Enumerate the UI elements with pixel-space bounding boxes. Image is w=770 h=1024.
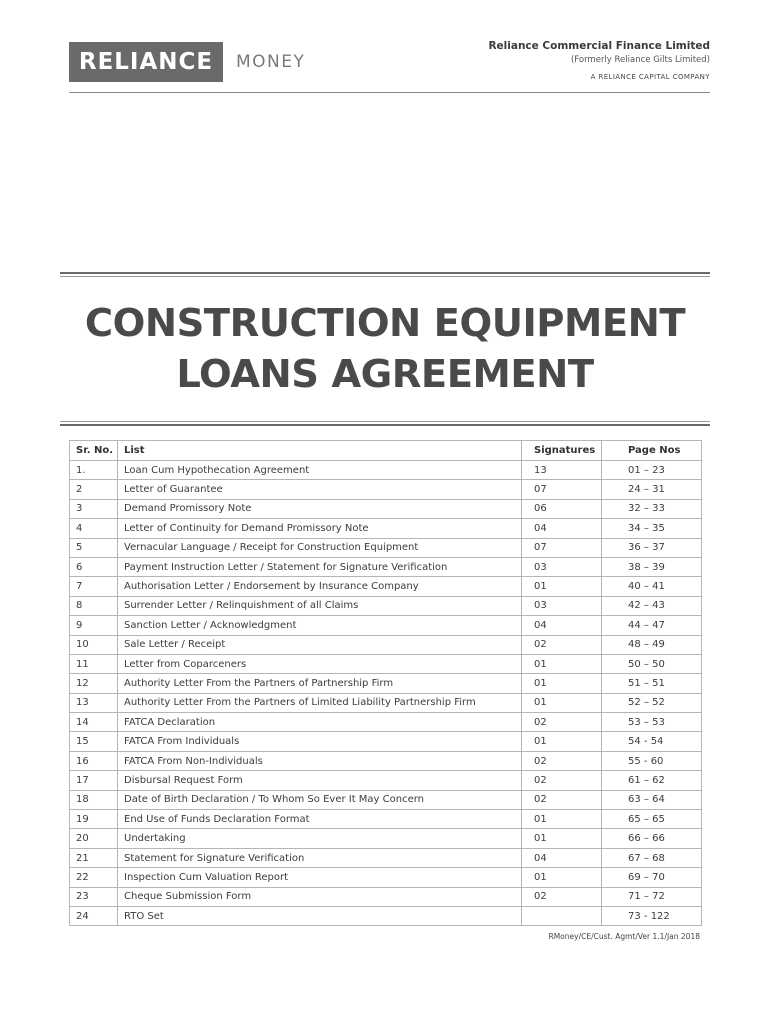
cell-list-item: Sanction Letter / Acknowledgment: [118, 616, 522, 635]
cell-signatures: 01: [522, 693, 602, 712]
title-top-rule: [60, 272, 710, 277]
header-sr-no: Sr. No.: [70, 441, 118, 461]
cell-signatures: 02: [522, 887, 602, 906]
cell-sr-no: 16: [70, 751, 118, 770]
cell-list-item: FATCA From Individuals: [118, 732, 522, 751]
cell-list-item: Inspection Cum Valuation Report: [118, 868, 522, 887]
cell-page-nos: 54 - 54: [602, 732, 702, 751]
cell-page-nos: 51 – 51: [602, 674, 702, 693]
cell-signatures: 06: [522, 499, 602, 518]
cell-page-nos: 65 – 65: [602, 810, 702, 829]
cell-signatures: 01: [522, 732, 602, 751]
table-row: [70, 790, 702, 809]
cell-sr-no: 13: [70, 693, 118, 712]
cell-signatures: 02: [522, 751, 602, 770]
cell-signatures: 04: [522, 616, 602, 635]
cell-sr-no: 11: [70, 654, 118, 673]
cell-page-nos: 61 – 62: [602, 771, 702, 790]
cell-list-item: Loan Cum Hypothecation Agreement: [118, 461, 522, 480]
table-row: [70, 848, 702, 867]
header-signatures: Signatures: [522, 441, 602, 461]
cell-signatures: 01: [522, 868, 602, 887]
cell-sr-no: 9: [70, 616, 118, 635]
table-row: [70, 829, 702, 848]
cell-list-item: Letter of Continuity for Demand Promissory Note: [118, 519, 522, 538]
header-divider: [69, 92, 710, 93]
company-info: [488, 40, 710, 81]
table-row: [70, 557, 702, 576]
table-row: [70, 577, 702, 596]
cell-page-nos: 69 – 70: [602, 868, 702, 887]
company-name: Reliance Commercial Finance Limited: [488, 40, 710, 52]
table-row: [70, 654, 702, 673]
cell-sr-no: 15: [70, 732, 118, 751]
cell-signatures: 02: [522, 790, 602, 809]
cell-signatures: 01: [522, 810, 602, 829]
cell-page-nos: 38 – 39: [602, 557, 702, 576]
cell-page-nos: 50 – 50: [602, 654, 702, 673]
cell-sr-no: 2: [70, 480, 118, 499]
cell-list-item: Demand Promissory Note: [118, 499, 522, 518]
title-bottom-rule: [60, 421, 710, 426]
cell-signatures: 04: [522, 848, 602, 867]
cell-signatures: 04: [522, 519, 602, 538]
cell-list-item: RTO Set: [118, 906, 522, 925]
cell-list-item: Date of Birth Declaration / To Whom So Ever It May Concern: [118, 790, 522, 809]
logo-suffix: MONEY: [236, 52, 306, 72]
cell-signatures: 03: [522, 557, 602, 576]
cell-sr-no: 8: [70, 596, 118, 615]
cell-sr-no: 3: [70, 499, 118, 518]
cell-sr-no: 12: [70, 674, 118, 693]
table-row: [70, 693, 702, 712]
cell-list-item: Undertaking: [118, 829, 522, 848]
company-formerly: (Formerly Reliance Gilts Limited): [570, 55, 710, 65]
table-row: [70, 771, 702, 790]
table-row: [70, 538, 702, 557]
cell-page-nos: 44 – 47: [602, 616, 702, 635]
header-page-nos: Page Nos: [602, 441, 702, 461]
cell-signatures: 02: [522, 713, 602, 732]
cell-list-item: Authority Letter From the Partners of Partnership Firm: [118, 674, 522, 693]
cell-page-nos: 73 - 122: [602, 906, 702, 925]
cell-sr-no: 7: [70, 577, 118, 596]
cell-signatures: 01: [522, 829, 602, 848]
cell-list-item: Sale Letter / Receipt: [118, 635, 522, 654]
cell-page-nos: 48 – 49: [602, 635, 702, 654]
cell-sr-no: 23: [70, 887, 118, 906]
cell-page-nos: 40 – 41: [602, 577, 702, 596]
cell-list-item: FATCA From Non-Individuals: [118, 751, 522, 770]
company-group: A RELIANCE CAPITAL COMPANY: [590, 73, 710, 81]
table-row: [70, 635, 702, 654]
cell-page-nos: 63 – 64: [602, 790, 702, 809]
cell-page-nos: 32 – 33: [602, 499, 702, 518]
cell-list-item: Payment Instruction Letter / Statement for Signature Verification: [118, 557, 522, 576]
cell-list-item: Letter of Guarantee: [118, 480, 522, 499]
cell-sr-no: 18: [70, 790, 118, 809]
table-row: [70, 480, 702, 499]
table-row: [70, 499, 702, 518]
cell-page-nos: 42 – 43: [602, 596, 702, 615]
table-row: [70, 519, 702, 538]
table-row: [70, 887, 702, 906]
reliance-logo: [69, 42, 223, 82]
cell-signatures: 13: [522, 461, 602, 480]
cell-list-item: Surrender Letter / Relinquishment of all Claims: [118, 596, 522, 615]
cell-sr-no: 14: [70, 713, 118, 732]
document-title: [60, 298, 710, 400]
cell-signatures: 07: [522, 538, 602, 557]
cell-page-nos: 24 – 31: [602, 480, 702, 499]
title-line-1: CONSTRUCTION EQUIPMENT: [84, 301, 686, 346]
document-list-table: [69, 440, 702, 926]
cell-list-item: Vernacular Language / Receipt for Construction Equipment: [118, 538, 522, 557]
header-list: List: [118, 441, 522, 461]
cell-sr-no: 20: [70, 829, 118, 848]
table-row: [70, 461, 702, 480]
title-line-2: LOANS AGREEMENT: [176, 352, 594, 397]
table-row: [70, 674, 702, 693]
logo-text: RELIANCE: [78, 49, 214, 75]
table-row: [70, 868, 702, 887]
cell-list-item: Statement for Signature Verification: [118, 848, 522, 867]
cell-list-item: Letter from Coparceners: [118, 654, 522, 673]
cell-page-nos: 67 – 68: [602, 848, 702, 867]
cell-sr-no: 22: [70, 868, 118, 887]
cell-signatures: 01: [522, 577, 602, 596]
table-row: [70, 810, 702, 829]
cell-sr-no: 6: [70, 557, 118, 576]
cell-sr-no: 21: [70, 848, 118, 867]
cell-list-item: Disbursal Request Form: [118, 771, 522, 790]
cell-signatures: 01: [522, 654, 602, 673]
cell-signatures: 07: [522, 480, 602, 499]
cell-page-nos: 53 – 53: [602, 713, 702, 732]
cell-signatures: 02: [522, 635, 602, 654]
cell-signatures: 02: [522, 771, 602, 790]
cell-sr-no: 5: [70, 538, 118, 557]
table-row: [70, 596, 702, 615]
cell-list-item: Authority Letter From the Partners of Limited Liability Partnership Firm: [118, 693, 522, 712]
cell-list-item: End Use of Funds Declaration Format: [118, 810, 522, 829]
cell-page-nos: 36 – 37: [602, 538, 702, 557]
cell-sr-no: 4: [70, 519, 118, 538]
table-row: [70, 713, 702, 732]
cell-sr-no: 10: [70, 635, 118, 654]
table-row: [70, 906, 702, 925]
cell-page-nos: 66 – 66: [602, 829, 702, 848]
cell-signatures: 03: [522, 596, 602, 615]
cell-list-item: Cheque Submission Form: [118, 887, 522, 906]
table-row: [70, 732, 702, 751]
cell-sr-no: 17: [70, 771, 118, 790]
cell-page-nos: 55 - 60: [602, 751, 702, 770]
cell-page-nos: 01 – 23: [602, 461, 702, 480]
table-row: [70, 751, 702, 770]
cell-sr-no: 24: [70, 906, 118, 925]
cell-list-item: Authorisation Letter / Endorsement by Insurance Company: [118, 577, 522, 596]
cell-page-nos: 71 – 72: [602, 887, 702, 906]
cell-page-nos: 52 – 52: [602, 693, 702, 712]
table-header-row: [70, 441, 702, 461]
cell-signatures: [522, 906, 602, 925]
cell-list-item: FATCA Declaration: [118, 713, 522, 732]
cell-signatures: 01: [522, 674, 602, 693]
cell-sr-no: 1.: [70, 461, 118, 480]
footer-reference: RMoney/CE/Cust. Agmt/Ver 1.1/Jan 2018: [548, 932, 700, 941]
cell-page-nos: 34 – 35: [602, 519, 702, 538]
table-row: [70, 616, 702, 635]
cell-sr-no: 19: [70, 810, 118, 829]
